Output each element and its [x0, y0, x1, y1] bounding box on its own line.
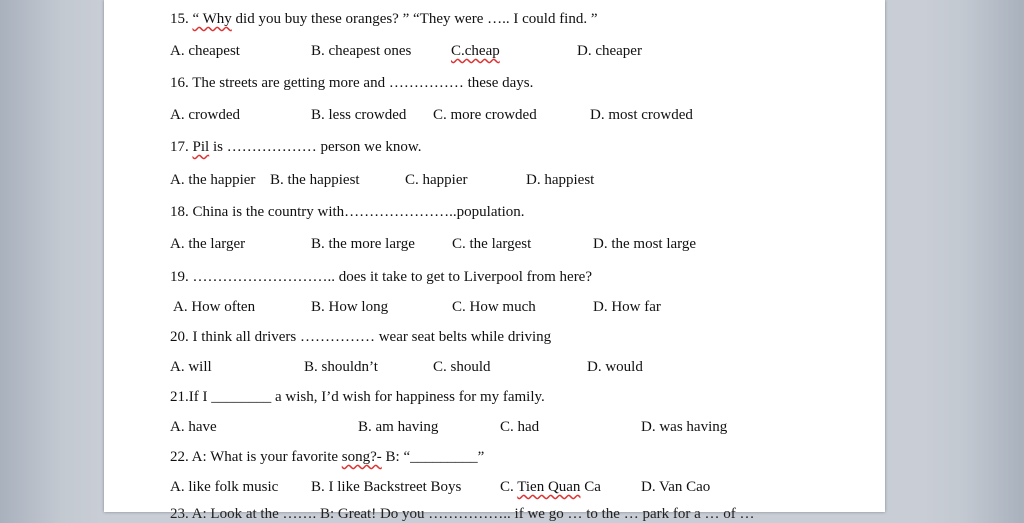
- option-c: C. How much: [452, 299, 536, 315]
- question-18-stem: 18. China is the country with…………………..population.: [170, 204, 525, 220]
- option-b: B. the more large: [311, 236, 415, 252]
- option-d: D. would: [587, 359, 643, 375]
- option-d: D. happiest: [526, 172, 595, 188]
- question-15-text: did you buy these oranges? ” “They were ….. I could find. ”: [231, 11, 598, 27]
- option-a: A. the happier: [170, 172, 256, 188]
- question-18-options: [170, 235, 870, 253]
- option-a: A. How often: [173, 299, 256, 315]
- option-a: A. cheapest: [170, 43, 240, 59]
- question-22-options: [170, 478, 870, 496]
- option-b: B. am having: [358, 419, 439, 435]
- option-c: C.cheap: [451, 43, 500, 59]
- option-d: D. was having: [641, 419, 728, 435]
- question-22-spellcheck-word: song?-: [341, 449, 382, 465]
- question-15-options: [170, 42, 870, 60]
- document-page: [104, 0, 885, 522]
- option-c: C. should: [433, 359, 491, 375]
- option-c-prefix: C.: [500, 479, 518, 495]
- option-c: C. had: [500, 419, 540, 435]
- question-17-spellcheck-word: Pil: [192, 139, 210, 155]
- question-20-stem: 20. I think all drivers …………… wear seat belts while driving: [170, 329, 552, 345]
- question-21-stem: 21.If I ________ a wish, I’d wish for happiness for my family.: [170, 389, 545, 405]
- option-d: D. most crowded: [590, 107, 693, 123]
- question-17-number: 17.: [170, 139, 193, 155]
- option-a: A. crowded: [170, 107, 240, 123]
- option-c: C. more crowded: [433, 107, 537, 123]
- option-a: A. will: [170, 359, 212, 375]
- question-17-options: [170, 171, 870, 189]
- question-22-text-start: 22. A: What is your favorite: [170, 449, 342, 465]
- option-d: D. the most large: [593, 236, 697, 252]
- option-b: B. less crowded: [311, 107, 407, 123]
- option-d: D. Van Cao: [641, 479, 711, 495]
- question-22-stem: [170, 448, 484, 466]
- question-15-spellcheck-word: “ Why: [192, 11, 232, 27]
- question-21-options: [170, 418, 870, 436]
- question-17-stem: [170, 138, 422, 156]
- option-b: B. How long: [311, 299, 389, 315]
- option-a: A. like folk music: [170, 479, 279, 495]
- question-19-options: [173, 298, 873, 316]
- question-23-partial-line: 23. A: Look at the ……. B: Great! Do you …………….. if we go … to the … park for a … of …: [170, 506, 755, 522]
- question-15-stem: [170, 10, 598, 28]
- option-d: D. How far: [593, 299, 661, 315]
- option-c: C. the largest: [452, 236, 532, 252]
- question-17-text: is ……………… person we know.: [209, 139, 422, 155]
- option-b: B. cheapest ones: [311, 43, 412, 59]
- question-16-stem: 16. The streets are getting more and …………… these days.: [170, 75, 534, 91]
- option-a: A. have: [170, 419, 217, 435]
- option-a: A. the larger: [170, 236, 246, 252]
- option-c: [500, 478, 601, 496]
- question-16-options: [170, 106, 870, 124]
- option-b: B. I like Backstreet Boys: [311, 479, 462, 495]
- question-22-text-end: B: “_________”: [381, 449, 485, 465]
- option-c-spellcheck-word: Tien Quan: [517, 479, 581, 495]
- question-19-stem: 19. ……………………….. does it take to get to Liverpool from here?: [170, 269, 592, 285]
- option-c: C. happier: [405, 172, 468, 188]
- question-15-number: 15.: [170, 11, 193, 27]
- option-d: D. cheaper: [577, 43, 642, 59]
- option-b: B. shouldn’t: [304, 359, 378, 375]
- question-20-options: [170, 358, 870, 376]
- option-c-suffix: Ca: [580, 479, 601, 495]
- option-b: B. the happiest: [270, 172, 360, 188]
